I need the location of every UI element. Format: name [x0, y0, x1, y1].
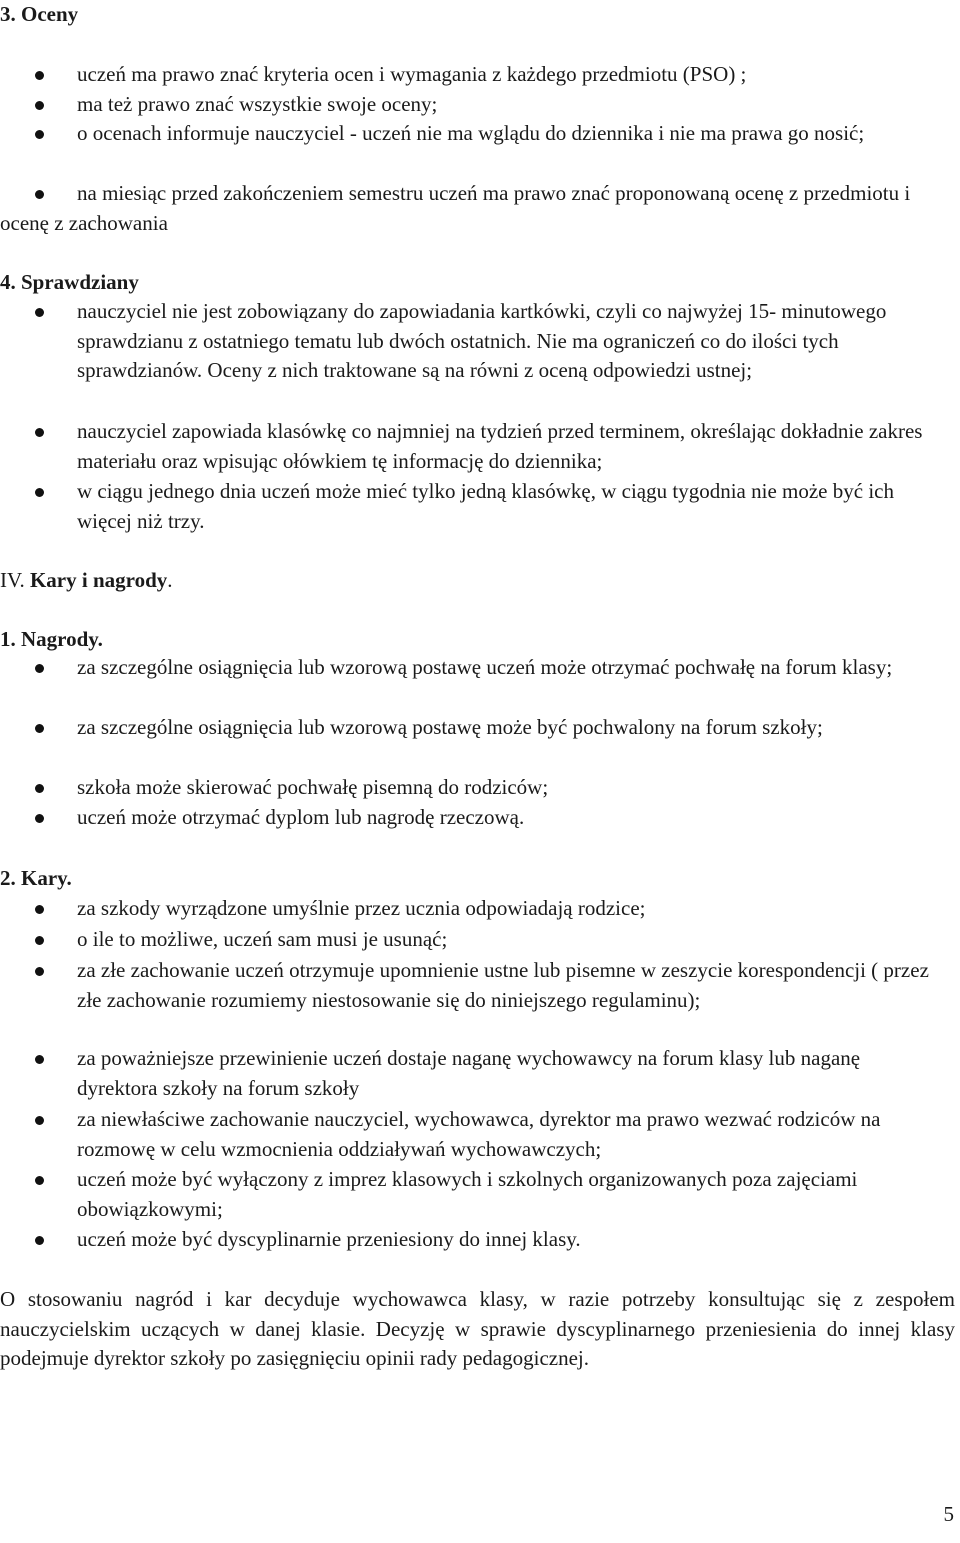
chapter-title: Kary i nagrody [29, 568, 168, 592]
list-item [0, 773, 945, 803]
list-item-text: za złe zachowanie uczeń otrzymuje upomnienie ustne lub pisemne w zeszycie korespondencji ( przez złe zachowanie rozumiemy niestosowanie się do niniejszego regulaminu); [77, 958, 929, 1012]
bullet-icon [35, 1176, 44, 1185]
list-item-text: ma też prawo znać wszystkie swoje oceny; [77, 92, 438, 116]
list-item [0, 1105, 945, 1164]
bullet-icon [35, 905, 44, 914]
bullet-icon [35, 130, 44, 139]
chapter-roman-numeral: IV. [0, 568, 25, 592]
list-item-text: w ciągu jednego dnia uczeń może mieć tylko jedną klasówkę, w ciągu tygodnia nie może być ich więcej niż trzy. [77, 479, 894, 533]
list-item [0, 956, 945, 1015]
bullet-icon [35, 1236, 44, 1245]
list-item [0, 803, 945, 833]
section-title-kary: 2. Kary. [0, 866, 72, 890]
bullet-icon [35, 71, 44, 80]
bullet-icon [35, 428, 44, 437]
bullet-icon [35, 967, 44, 976]
bullet-icon [35, 488, 44, 497]
section-title-oceny: 3. Oceny [0, 2, 79, 26]
list-item-text: nauczyciel nie jest zobowiązany do zapowiadania kartkówki, czyli co najwyżej 15- minutowego sprawdzianu z ostatniego tematu lub dwóch ostatnich. Nie ma ograniczeń co do ilości tych sprawdzianów. Oceny z nich traktowane są na równi z oceną odpowiedzi ustnej; [77, 299, 887, 382]
bullet-icon [35, 784, 44, 793]
list-item [0, 925, 945, 955]
list-item [0, 477, 945, 536]
list-item [0, 297, 945, 386]
bullet-icon [35, 664, 44, 673]
closing-paragraph: O stosowaniu nagród i kar decyduje wychowawca klasy, w razie potrzeby konsultując się z zespołem nauczycielskim uczących w danej klasie. Decyzję w sprawie dyscyplinarnego przeniesienia do innej klasy podejmuje dyrektor szkoły po zasięgnięciu opinii rady pedagogicznej. [0, 1287, 955, 1370]
chapter-heading [0, 566, 173, 596]
list-item [0, 119, 945, 149]
list-item [0, 653, 945, 683]
list-item [0, 713, 945, 743]
list-item-text: nauczyciel zapowiada klasówkę co najmniej na tydzień przed terminem, określając dokładnie zakres materiału oraz wpisując ołówkiem tę informację do dziennika; [77, 419, 923, 473]
list-item-text: uczeń może być dyscyplinarnie przeniesiony do innej klasy. [77, 1227, 581, 1251]
list-item-text: szkoła może skierować pochwałę pisemną do rodziców; [77, 775, 549, 799]
bullet-icon [35, 190, 44, 199]
list-item-text: za poważniejsze przewinienie uczeń dostaje naganę wychowawcy na forum klasy lub naganę dyrektora szkoły na forum szkoły [77, 1046, 861, 1100]
list-item [0, 179, 945, 238]
list-item [0, 1044, 945, 1103]
list-item-text: za niewłaściwe zachowanie nauczyciel, wychowawca, dyrektor ma prawo wezwać rodziców na rozmowę w celu wzmocnienia oddziaływań wychowawczych; [77, 1107, 881, 1161]
bullet-icon [35, 724, 44, 733]
section-title-sprawdziany: 4. Sprawdziany [0, 270, 139, 294]
bullet-icon [35, 1055, 44, 1064]
list-item-text: za szczególne osiągnięcia lub wzorową postawę uczeń może otrzymać pochwałę na forum klasy; [77, 655, 893, 679]
chapter-title-dot: . [167, 568, 173, 592]
bullet-icon [35, 101, 44, 110]
list-item [0, 894, 945, 924]
list-item [0, 90, 945, 120]
bullet-icon [35, 308, 44, 317]
bullet-icon [35, 936, 44, 945]
list-item [0, 417, 945, 476]
bullet-icon [35, 1116, 44, 1125]
list-item-text: uczeń ma prawo znać kryteria ocen i wymagania z każdego przedmiotu (PSO) ; [77, 62, 747, 86]
bullet-icon [35, 814, 44, 823]
list-item-text: za szczególne osiągnięcia lub wzorową postawę może być pochwalony na forum szkoły; [77, 715, 823, 739]
list-item-text: o ile to możliwe, uczeń sam musi je usunąć; [77, 927, 448, 951]
section-title-nagrody: 1. Nagrody. [0, 627, 103, 651]
list-item-text: uczeń może być wyłączony z imprez klasowych i szkolnych organizowanych poza zajęciami obowiązkowymi; [77, 1167, 858, 1221]
list-item-text: uczeń może otrzymać dyplom lub nagrodę rzeczową. [77, 805, 525, 829]
page-number: 5 [943, 1502, 954, 1526]
list-item-text: za szkody wyrządzone umyślnie przez ucznia odpowiadają rodzice; [77, 896, 646, 920]
list-item [0, 60, 945, 90]
list-item-text: o ocenach informuje nauczyciel - uczeń nie ma wglądu do dziennika i nie ma prawa go nosić; [77, 121, 865, 145]
list-item [0, 1165, 945, 1224]
list-item [0, 1225, 945, 1255]
list-item-text: na miesiąc przed zakończeniem semestru uczeń ma prawo znać proponowaną ocenę z przedmiotu i ocenę z zachowania [0, 181, 911, 235]
